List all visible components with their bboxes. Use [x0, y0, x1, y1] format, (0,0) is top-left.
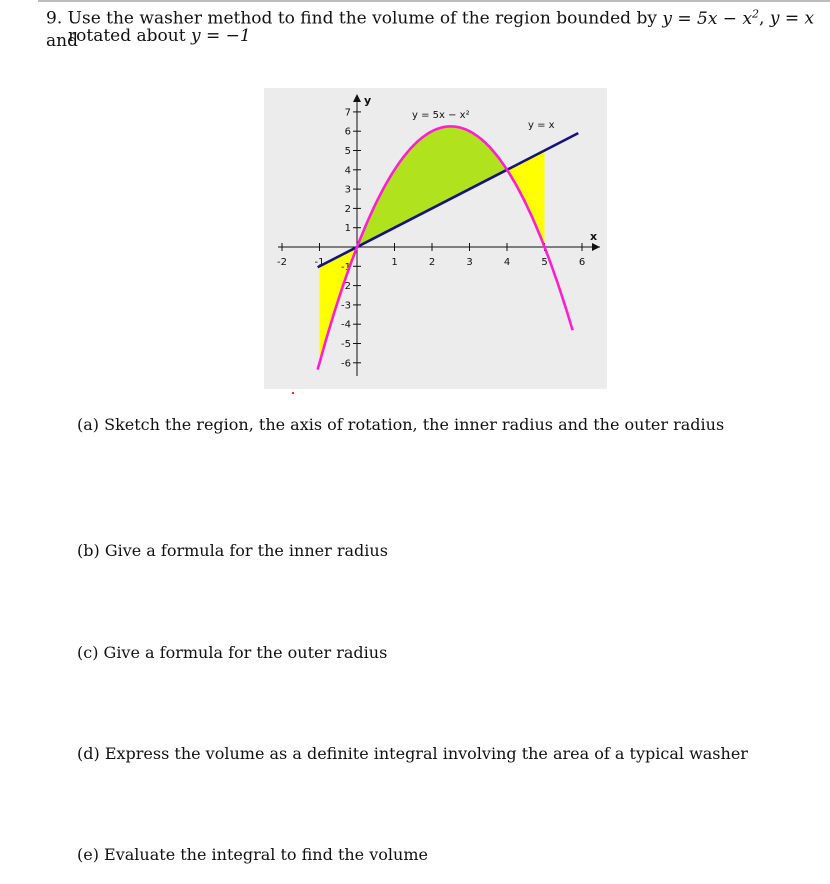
graph-svg	[264, 88, 607, 389]
x-axis-arrow-icon	[592, 243, 600, 251]
line-equation: y = x	[769, 8, 815, 29]
stray-mark	[292, 392, 294, 394]
y-tick-label: -1	[341, 261, 351, 273]
region-between-curves	[357, 126, 507, 247]
y-tick-label: 3	[344, 184, 351, 196]
part-d: (d) Express the volume as a definite integral involving the area of a typical washer	[77, 744, 748, 763]
rotation-text: rotated about	[68, 26, 186, 46]
part-b: (b) Give a formula for the inner radius	[77, 541, 388, 560]
y-axis-arrow-icon	[353, 94, 361, 102]
rotation-axis-equation: y = −1	[190, 26, 251, 46]
part-a: (a) Sketch the region, the axis of rotation, the inner radius and the outer radius	[77, 415, 725, 434]
x-axis-name: x	[590, 230, 598, 243]
problem-text: Use the washer method to find the volume of the region bounded by	[67, 8, 657, 29]
separator: ,	[759, 8, 765, 29]
x-tick-label: 2	[428, 257, 436, 268]
part-e: (e) Evaluate the integral to find the volume	[77, 845, 428, 864]
y-axis-name: y	[364, 94, 372, 107]
y-tick-label: -4	[341, 319, 351, 331]
y-tick-label: 6	[344, 126, 351, 138]
x-tick-label: 3	[466, 257, 473, 268]
y-tick-label: -5	[341, 339, 351, 350]
y-ticks	[341, 107, 361, 369]
problem-statement-line-2	[68, 25, 251, 47]
y-tick-label: 1	[344, 223, 351, 235]
graph-figure	[264, 88, 607, 389]
y-tick-label: -6	[341, 358, 351, 370]
y-tick-label: 7	[344, 107, 351, 119]
line-label: y = x	[528, 120, 555, 131]
curve-equation: $y = 5x - x^2$	[662, 7, 760, 29]
top-rule	[38, 0, 830, 2]
y-tick-label: 2	[344, 203, 351, 215]
x-tick-label: 5	[541, 257, 548, 268]
x-tick-label: 4	[503, 257, 511, 268]
y-tick-label: -3	[341, 300, 351, 312]
parabola-label: y = 5x − x²	[412, 110, 470, 121]
x-tick-label: -2	[277, 257, 287, 268]
problem-number: 9.	[46, 8, 63, 29]
part-c: (c) Give a formula for the outer radius	[77, 643, 388, 662]
and-word: and	[46, 30, 78, 51]
y-tick-label: 5	[344, 146, 351, 157]
x-tick-label: -1	[314, 257, 325, 268]
y-tick-label: -2	[341, 281, 351, 293]
y-tick-label: 4	[344, 165, 351, 177]
x-tick-label: 1	[391, 257, 398, 268]
x-tick-label: 6	[578, 257, 586, 268]
